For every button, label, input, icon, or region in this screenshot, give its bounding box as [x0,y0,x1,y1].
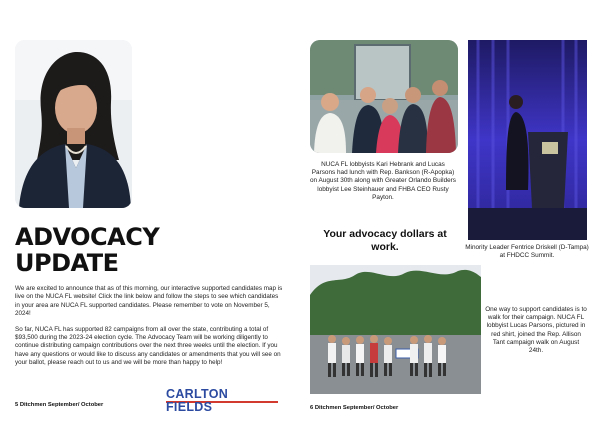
sponsor-logo-line-1: CARLTON [166,387,229,401]
campaign-walk-photo [310,265,481,394]
headline-line-1: ADVOCACY [15,223,160,251]
page-footer-left: 5 Ditchmen September/ October [15,402,104,408]
headline-line-2: UPDATE [15,249,119,277]
page-footer-right: 6 Ditchmen September/ October [310,405,399,411]
page-headline [15,224,159,276]
portrait-photo [15,40,132,208]
lunch-photo-caption: NUCA FL lobbyists Kari Hebrank and Lucas Parsons had lunch with Rep. Bankson (R-Apopka) on August 30th along with Greater Orlando Builders lobbyist Lee Steinhauer and FHBA CEO Rusty Payton. [310,161,457,201]
article-paragraph-2: So far, NUCA FL has supported 82 campaigns from all over the state, contributing a total of $93,500 during the 2023-24 election cycle. The Advocacy Team will be working diligently to continue distributing campaign contributions over the next three weeks until the election. If you have any questions or would like to discuss any candidates or amendments that you will see on your ballot, please reach out to us and we will be more than happy to help! [15,325,281,367]
advocacy-tagline: Your advocacy dollars at work. [323,228,447,253]
summit-photo-caption: Minority Leader Fentrice Driskell (D-Tampa) at FHDCC Summit. [465,244,589,260]
lunch-group-photo [310,40,458,153]
summit-stage-photo [468,40,587,240]
sponsor-logo-line-2: FIELDS [166,400,213,414]
article-paragraph-1: We are excited to announce that as of this morning, our interactive supported candidates map is live on the NUCA FL website! Click the link below and follow the steps to see which candidates in your area are NUCA FL supported candidates. Please remember to vote on November 5, 2024! [15,285,283,318]
article-body [15,285,283,368]
carlton-fields-logo [166,389,278,413]
campaign-walk-caption: One way to support candidates is to walk for their campaign. NUCA FL lobbyist Lucas Parsons, pictured in red shirt, joined the Rep. Allison Tant campaign walk on August 24th. [485,306,587,355]
